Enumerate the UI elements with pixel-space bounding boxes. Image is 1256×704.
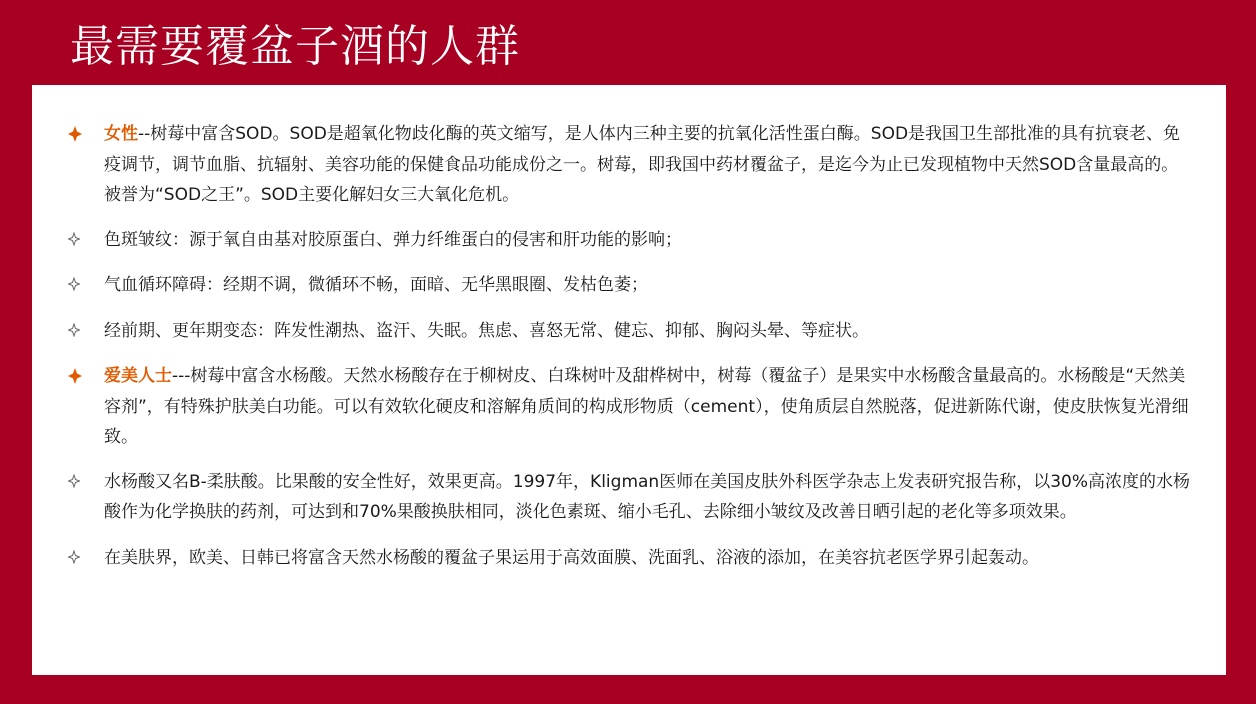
bullet-text: 在美肤界，欧美、日韩已将富含天然水杨酸的覆盆子果运用于高效面膜、洗面乳、浴液的添加，在美容抗老医学界引起轰动。 <box>104 547 1039 568</box>
bullet-item-beauty <box>68 361 1192 453</box>
bullet-item-salicylic <box>68 467 1192 528</box>
bullet-text: 色斑皱纹：源于氧自由基对胶原蛋白、弹力纤维蛋白的侵害和肝功能的影响； <box>104 229 682 250</box>
outline-star-icon <box>68 316 86 347</box>
slide-title: 最需要覆盆子酒的人群 <box>70 21 520 72</box>
bullet-text: 水杨酸又名B-柔肤酸。比果酸的安全性好，效果更高。1997年，Kligman医师在美国皮肤外科医学杂志上发表研究报告称，以30%高浓度的水杨酸作为化学换肤的药剂，可达到和70%果酸换肤相同，淡化色素斑、缩小毛孔、去除细小皱纹及改善日晒引起的老化等多项效果。 <box>104 471 1190 522</box>
bullet-text: ---树莓中富含水杨酸。天然水杨酸存在于柳树皮、白珠树叶及甜桦树中，树莓（覆盆子）是果实中水杨酸含量最高的。水杨酸是“天然美容剂”，有特殊护肤美白功能。可以有效软化硬皮和溶解角质间的构成形物质（cement），使角质层自然脱落，促进新陈代谢，使皮肤恢复光滑细致。 <box>104 366 1189 447</box>
bullet-item-menopause <box>68 316 1192 347</box>
outline-star-icon <box>68 270 86 301</box>
bullet-item-women <box>68 119 1192 211</box>
bullet-item-skincare-industry <box>68 543 1192 574</box>
orange-star-icon <box>68 361 86 392</box>
outline-star-icon <box>68 543 86 574</box>
bullet-text: 经前期、更年期变态：阵发性潮热、盗汗、失眠。焦虑、喜怒无常、健忘、抑郁、胸闷头晕、等症状。 <box>104 320 869 341</box>
outline-star-icon <box>68 467 86 498</box>
bullet-item-spots <box>68 225 1192 256</box>
highlight-label: 女性 <box>104 124 138 144</box>
orange-star-icon <box>68 119 86 150</box>
outline-star-icon <box>68 225 86 256</box>
bullet-text: --树莓中富含SOD。SOD是超氧化物歧化酶的英文缩写，是人体内三种主要的抗氧化活性蛋白酶。SOD是我国卫生部批准的具有抗衰老、免疫调节，调节血脂、抗辐射、美容功能的保健食品功能成份之一。树莓，即我国中药材覆盆子，是迄今为止已发现植物中天然SOD含量最高的。被誉为“SOD之王”。SOD主要化解妇女三大氧化危机。 <box>104 124 1181 205</box>
bullet-text: 气血循环障碍：经期不调，微循环不畅，面暗、无华黑眼圈、发枯色萎； <box>104 275 648 295</box>
bullet-item-circulation <box>68 270 1192 301</box>
content-panel <box>32 85 1226 675</box>
highlight-label: 爱美人士 <box>104 366 172 386</box>
